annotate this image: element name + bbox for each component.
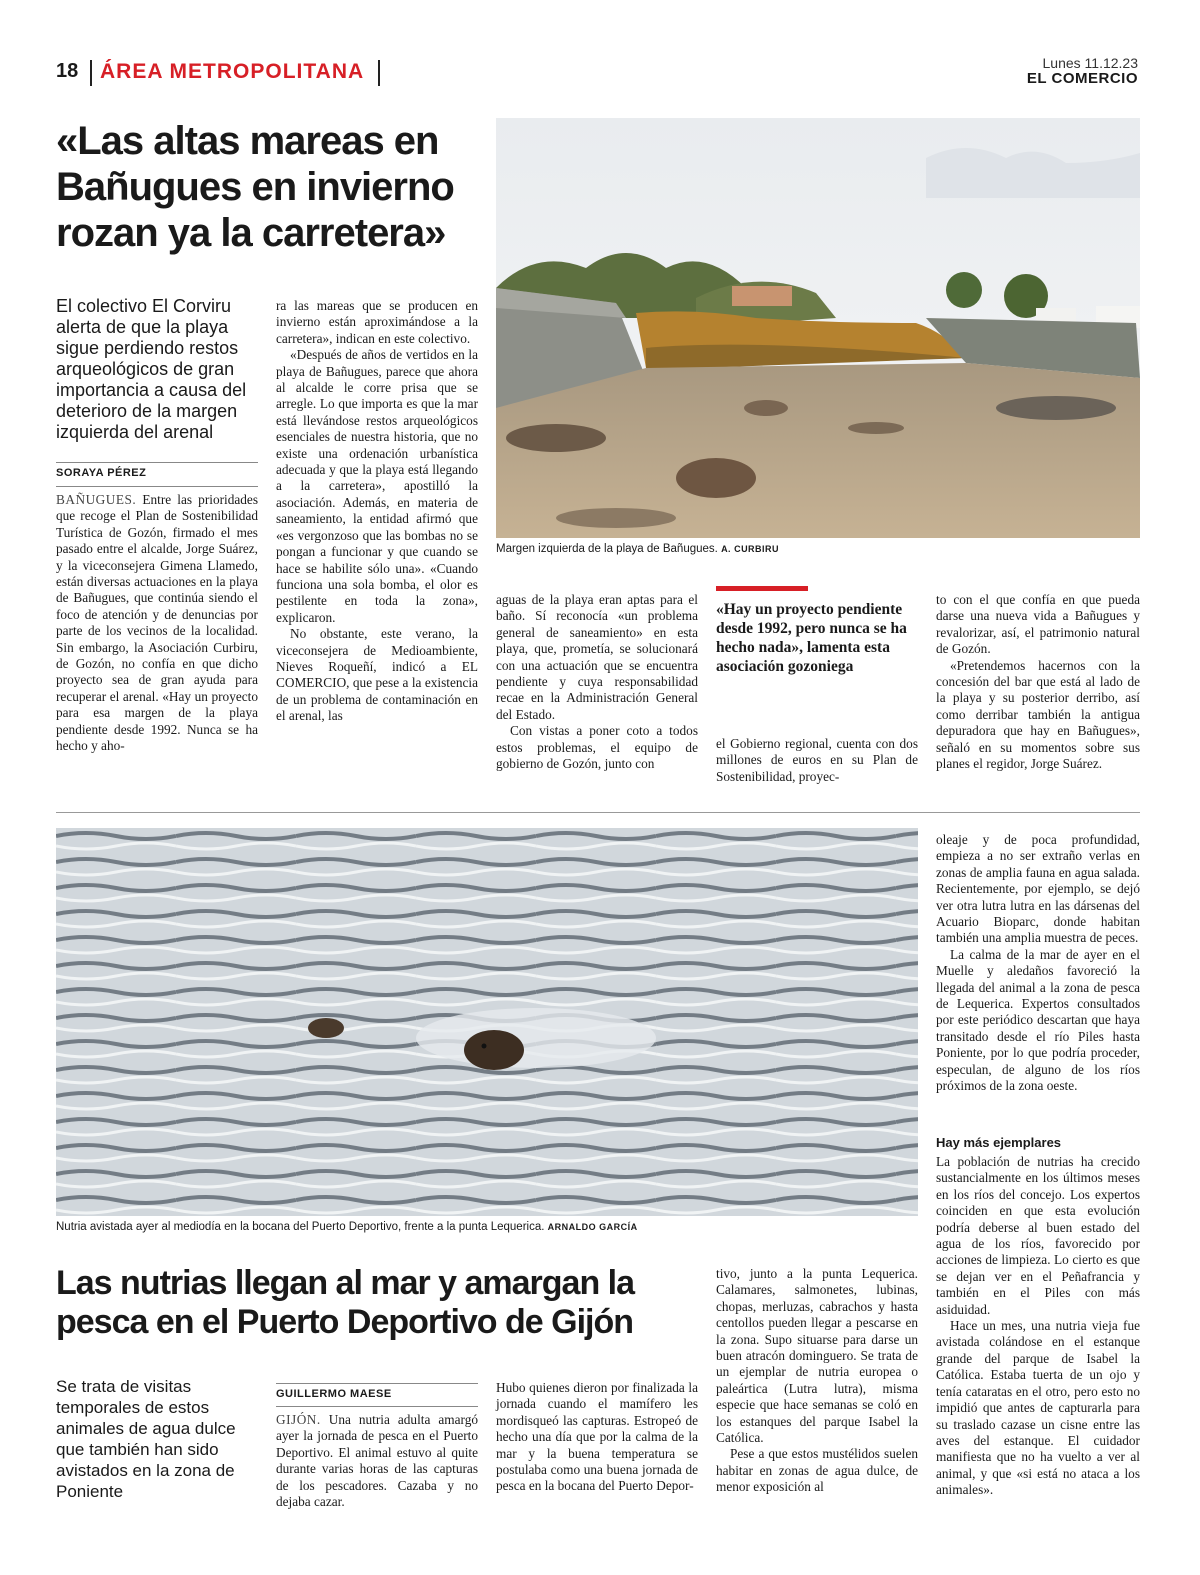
otter-head (464, 1030, 524, 1070)
paragraph: el Gobierno regional, cuenta con dos millones de euros en su Plan de Sostenibilidad, proyec- (716, 736, 918, 784)
article2-column-1 (276, 1412, 478, 1510)
paragraph: aguas de la playa eran aptas para el baño. Sí reconocía «un problema general de saneamiento» en esta playa, que, prometía, se solucionará con una actuación que se encuentra pendiente y cuya responsabilidad recae en la Administración General del Estado. (496, 592, 698, 722)
caption-text: Margen izquierda de la playa de Bañugues. (496, 543, 718, 555)
paragraph: No obstante, este verano, la viceconsejera de Medioambiente, Nieves Roqueñí, indicó a EL COMERCIO, que pese a la existencia de un problema de contaminación en el arenal, las (276, 626, 478, 724)
otter-tail (308, 1018, 344, 1038)
paragraph: ra las mareas que se producen en invierno están aproximándose a la carretera», indican en este colectivo. (276, 298, 478, 346)
article1-dek: El colectivo El Corviru alerta de que la playa sigue perdiendo restos arqueológicos de gran importancia a causa del deterioro de la margen izquierda del arenal (56, 296, 247, 442)
header-separator (90, 60, 92, 86)
article2-subhead: Hay más ejemplares (936, 1135, 1062, 1150)
byline-rule (276, 1383, 478, 1384)
paragraph: Hace un mes, una nutria vieja fue avistada colándose en el estanque grande del parque de Isabel la Católica. Estaba tuerta de un ojo y tenía cataratas en el otro, pero esto no impidió que antes de capturarla para su traslado cazase un cisne entre las aves del estanque. El cuidador manifiesta que no ha vuelto a ver al animal, y que «si está no ataca a los animales». (936, 1318, 1140, 1498)
article1-col1-text: Entre las prioridades que recoge el Plan de Sostenibilidad Turística de Gozón, firmado el mes pasado entre el alcalde, Jorge Suárez, y la viceconsejera Gimena Llamedo, están diversas actuaciones en la playa de Bañugues, que continúa siendo el foco de atención y de denuncias por parte de los vecinos de la localidad. Sin embargo, la Asociación Curbiru, de Gozón, no confía en que dicho proyecto sea de gran ayuda para recuperar el arenal. «Hay un proyecto para esa margen de la playa pendiente desde 1992. Nunca se ha hecho y aho- (56, 492, 258, 754)
paragraph: La población de nutrias ha crecido sustancialmente en los últimos meses en los ríos del concejo. Los expertos coinciden en que esta evolución podría deberse al buen estado del agua de los ríos, favorecido por acciones de limpieza. Lo cierto es que se dejan ver en el Peñafrancia y también en el Piles con más asiduidad. (936, 1154, 1140, 1317)
article2-col1-text: Una nutria adulta amargó ayer la jornada de pesca en el Puerto Deportivo. El animal estuvo al quite durante varias horas de las capturas de los pescadores. Cazaba y no dejaba cazar. (276, 1412, 478, 1510)
article1-column-2 (276, 298, 478, 725)
issue-date: Lunes 11.12.23 (1042, 55, 1138, 71)
article1-byline: SORAYA PÉREZ (56, 467, 147, 479)
pull-quote-rule (716, 586, 808, 591)
paragraph: Pese a que estos mustélidos suelen habitar en zonas de agua dulce, de menor exposición al (716, 1446, 918, 1495)
section-title: ÁREA METROPOLITANA (100, 60, 365, 83)
paragraph: La calma de la mar de ayer en el Muelle y aledaños favoreció la llegada del animal a la zona de pesca de Lequerica. Expertos consultados por este periódico descartan que haya transitado desde el río Piles hasta Poniente, por lo que podría proceder, especulan, de alguno de los ríos próximos de la zona oeste. (936, 946, 1140, 1094)
article1-column-3 (496, 592, 698, 772)
beach-photo (496, 118, 1140, 538)
article1-dateline: BAÑUGUES. (56, 492, 137, 507)
article1-column-1 (56, 492, 258, 755)
pull-quote: «Hay un proyecto pendiente desde 1992, pero nunca se ha hecho nada», lamenta esta asociación gozoniega (716, 601, 907, 675)
byline-rule (276, 1406, 478, 1407)
photo-credit: A. CURBIRU (721, 544, 780, 554)
byline-rule (56, 462, 258, 463)
article-divider (56, 812, 1140, 813)
paragraph: «Después de años de vertidos en la playa de Bañugues, parece que ahora al alcalde le corre prisa que se arregle. Lo que importa es que la mar está llevándose restos arqueológicos esenciales de nuestra historia, que no existe una ordenación urbanística adecuada y que la playa está llegando a la carretera», apostilló la asociación. Además, en materia de saneamiento, la entidad afirmó que «es vergonzoso que las bombas no se pongan a funcionar y que cuando se hace se habilite sólo una». «Cuando funciona una sola bomba, el olor es pestilente en toda la zona», explicaron. (276, 347, 478, 625)
article2-column-4 (936, 832, 1140, 1095)
paragraph: oleaje y de poca profundidad, empieza a no ser extraño verlas en zonas de amplia fauna en agua salada. Recientemente, por ejemplo, se dejó ver otra lutra lutra en las dársenas del Acuario Bioparc, donde habitan también una amplia muestra de peces. (936, 832, 1140, 946)
header-separator (378, 60, 380, 86)
article2-column-4-continued (936, 1154, 1140, 1499)
otter-photo (56, 828, 918, 1216)
paragraph: «Pretendemos hacernos con la concesión del bar que está al lado de la playa y su posterior derribo, así como derribar también la antigua depuradora que hay en Bañugues», señaló en su momentos sobre sus planes el regidor, Jorge Suárez. (936, 657, 1140, 772)
article1-headline: «Las altas mareas en Bañugues en invierno rozan ya la carretera» (56, 119, 454, 255)
article2-column-3 (716, 1266, 918, 1496)
paragraph: tivo, junto a la punta Lequerica. Calamares, salmonetes, lubinas, chopas, merluzas, cabrachos y hasta centollos pueden llegar a pescarse en la zona. Supo situarse para darse un buen atracón dominguero. Se trata de un ejemplar de nutria europea o paleártica (Lutra lutra), misma especie que hace semanas se coló en los estanques del parque Isabel la Católica. (716, 1266, 918, 1446)
article2-dateline: GIJÓN. (276, 1412, 321, 1427)
paragraph: Hubo quienes dieron por finalizada la jornada cuando el mamífero les mordisqueó las capturas. Estropeó de hecho una día que por la calma de la mar y la buena temperatura se postulaba como una buena jornada de pesca en la bocana del Puerto Depor- (496, 1380, 698, 1494)
article1-column-5 (936, 592, 1140, 772)
article2-byline: GUILLERMO MAESE (276, 1388, 392, 1400)
paragraph: Con vistas a poner coto a todos estos problemas, el equipo de gobierno de Gozón, junto con (496, 723, 698, 772)
article2-dek: Se trata de visitas temporales de estos animales de agua dulce que también han sido avistados en la zona de Poniente (56, 1377, 236, 1501)
page-number: 18 (56, 60, 79, 82)
paragraph: to con el que confía en que pueda darse una nueva vida a Bañugues y revalorizar, así, el patrimonio natural de Gozón. (936, 592, 1140, 657)
caption-text: Nutria avistada ayer al mediodía en la bocana del Puerto Deportivo, frente a la punta Lequerica. (56, 1221, 545, 1233)
otter-photo-caption (56, 1221, 638, 1233)
beach-photo-caption (496, 543, 779, 555)
article2-column-2 (496, 1380, 698, 1495)
byline-rule (56, 486, 258, 487)
photo-credit: ARNALDO GARCÍA (547, 1222, 638, 1232)
newspaper-name: EL COMERCIO (1026, 70, 1138, 87)
article1-column-4 (716, 736, 918, 785)
article2-headline: Las nutrias llegan al mar y amargan la pesca en el Puerto Deportivo de Gijón (56, 1264, 635, 1341)
